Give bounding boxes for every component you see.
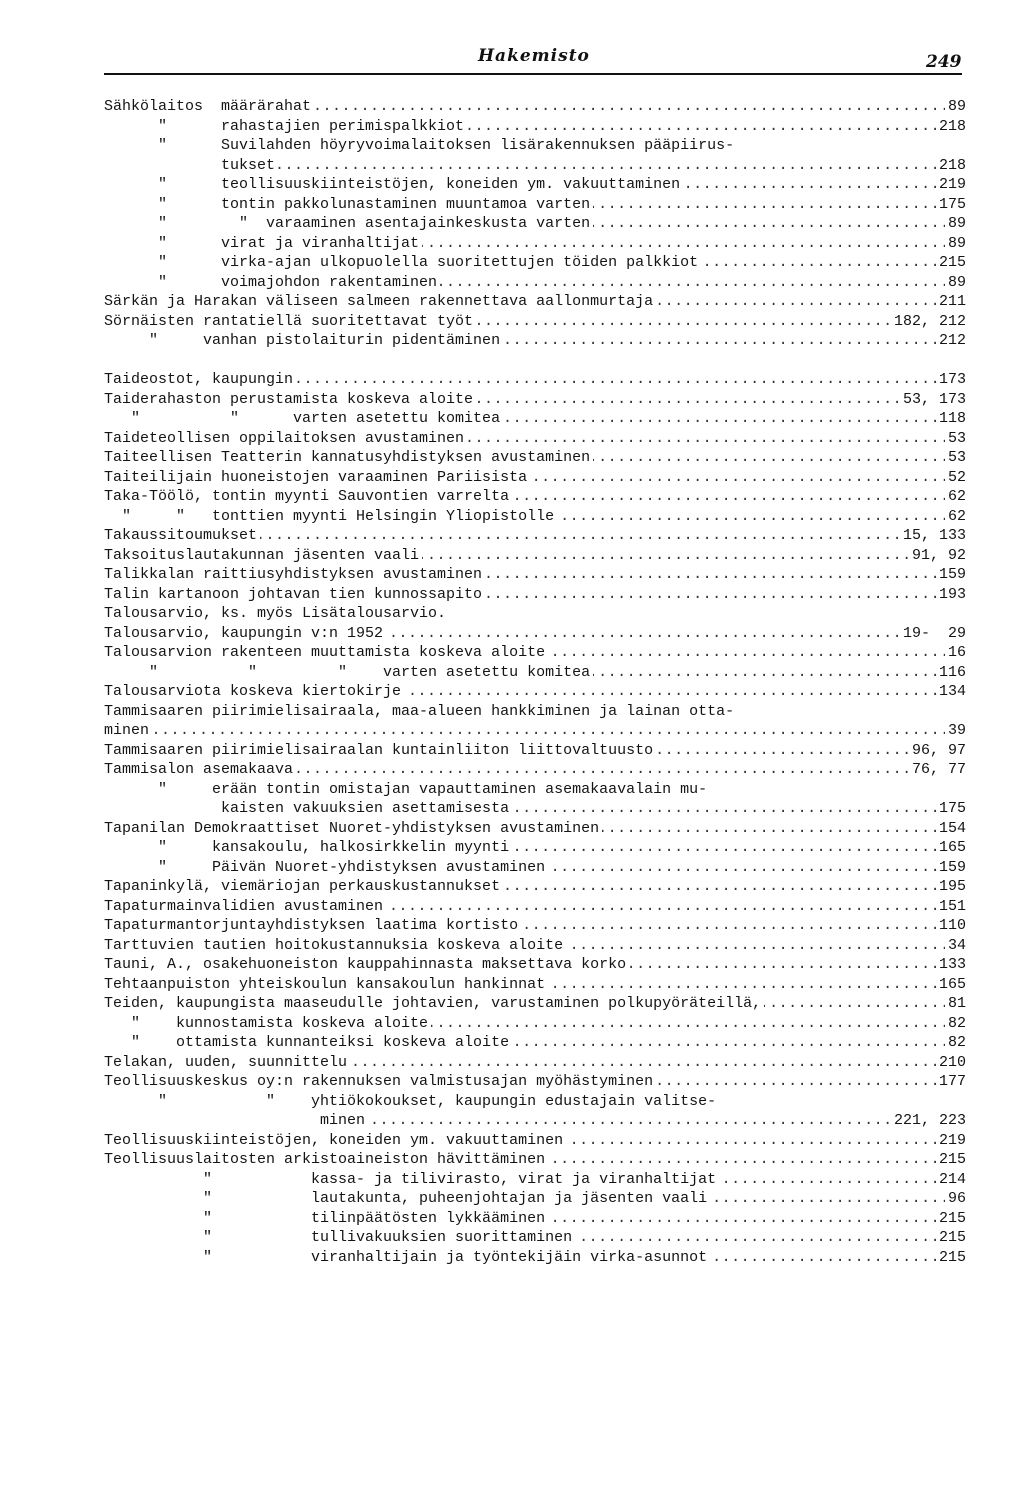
entry-page-ref: 215 xyxy=(936,253,966,273)
entry-page-ref: 215 xyxy=(936,1228,966,1248)
entry-text: " lautakunta, puheenjohtajan ja jäsenten vaali xyxy=(104,1189,710,1209)
entry-page-ref: 62 xyxy=(945,487,966,507)
entry-page-ref: 96, 97 xyxy=(909,741,966,761)
entry-text: Tauni, A., osakehuoneiston kauppahinnasta maksettava korko xyxy=(104,955,629,975)
entry-page-ref: 82 xyxy=(945,1033,966,1053)
entry-page-ref: 118 xyxy=(936,409,966,429)
running-header-title: Hakemisto xyxy=(478,46,590,66)
entry-text: " ottamista kunnanteiksi koskeva aloite xyxy=(104,1033,512,1053)
index-entry xyxy=(104,1014,966,1034)
entry-text: " kunnostamista koskeva aloite xyxy=(104,1014,431,1034)
header-rule xyxy=(104,73,962,75)
entry-page-ref: 151 xyxy=(936,897,966,917)
entry-text: minen xyxy=(104,1111,368,1131)
entry-text: " voimajohdon rakentaminen xyxy=(104,273,440,293)
entry-page-ref: 19- 29 xyxy=(900,624,966,644)
index-entry xyxy=(104,390,966,410)
entry-text: Teollisuuslaitosten arkistoaineiston hävittäminen xyxy=(104,1150,548,1170)
entry-page-ref: 110 xyxy=(936,916,966,936)
entry-text: " tilinpäätösten lykkääminen xyxy=(104,1209,548,1229)
entry-text: " " varaaminen asentajainkeskusta varten xyxy=(104,214,593,234)
entry-page-ref: 53 xyxy=(945,429,966,449)
entry-text: Tapaninkylä, viemäriojan perkauskustannukset xyxy=(104,877,503,897)
index-entry xyxy=(104,234,966,254)
entry-text: " erään tontin omistajan vapauttaminen asemakaavalain mu- xyxy=(104,780,710,800)
entry-page-ref: 34 xyxy=(945,936,966,956)
index-entry xyxy=(104,838,966,858)
index-entry xyxy=(104,331,966,351)
index-entry xyxy=(104,721,966,741)
index-entry xyxy=(104,546,966,566)
entry-text: " viranhaltijain ja työntekijäin virka-asunnot xyxy=(104,1248,710,1268)
entry-page-ref: 218 xyxy=(936,117,966,137)
entry-page-ref: 165 xyxy=(936,975,966,995)
index-entry xyxy=(104,799,966,819)
index-entry xyxy=(104,702,966,722)
entry-text: " " tonttien myynti Helsingin Yliopistolle xyxy=(104,507,557,527)
index-entry xyxy=(104,117,966,137)
entry-text: Talikkalan raittiusyhdistyksen avustaminen xyxy=(104,565,485,585)
entry-page-ref: 175 xyxy=(936,195,966,215)
index-entry xyxy=(104,682,966,702)
index-entry xyxy=(104,858,966,878)
entry-text: " tontin pakkolunastaminen muuntamoa varten xyxy=(104,195,593,215)
index-entry xyxy=(104,292,966,312)
index-entry xyxy=(104,370,966,390)
entry-text: " vanhan pistolaiturin pidentäminen xyxy=(104,331,503,351)
index-entry xyxy=(104,1228,966,1248)
entry-page-ref: 39 xyxy=(945,721,966,741)
entry-page-ref: 53, 173 xyxy=(900,390,966,410)
entry-page-ref: 219 xyxy=(936,175,966,195)
entry-page-ref: 215 xyxy=(936,1150,966,1170)
entry-text: Tapanilan Demokraattiset Nuoret-yhdistyksen avustaminen xyxy=(104,819,602,839)
entry-text: Taiteellisen Teatterin kannatusyhdistyksen avustaminen xyxy=(104,448,593,468)
entry-text: Tapaturmantorjuntayhdistyksen laatima kortisto xyxy=(104,916,521,936)
index-entry xyxy=(104,507,966,527)
entry-page-ref: 52 xyxy=(945,468,966,488)
entry-page-ref: 62 xyxy=(945,507,966,527)
entry-text: Talousarvio, ks. myös Lisätalousarvio. xyxy=(104,604,449,624)
entry-text: Talousarvion rakenteen muuttamista koskeva aloite xyxy=(104,643,548,663)
entry-page-ref: 89 xyxy=(945,234,966,254)
entry-page-ref: 91, 92 xyxy=(909,546,966,566)
index-entry xyxy=(104,643,966,663)
index-entry xyxy=(104,1092,966,1112)
entry-text: Tammisaaren piirimielisairaala, maa-alueen hankkiminen ja lainan otta- xyxy=(104,702,737,722)
entry-text: Tarttuvien tautien hoitokustannuksia koskeva aloite xyxy=(104,936,566,956)
entry-page-ref: 221, 223 xyxy=(891,1111,966,1131)
entry-text: " teollisuuskiinteistöjen, koneiden ym. vakuuttaminen xyxy=(104,175,683,195)
index-entry xyxy=(104,1150,966,1170)
entry-page-ref: 215 xyxy=(936,1248,966,1268)
entry-text: " Päivän Nuoret-yhdistyksen avustaminen xyxy=(104,858,548,878)
entry-text: Talousarvio, kaupungin v:n 1952 xyxy=(104,624,386,644)
entry-page-ref: 193 xyxy=(936,585,966,605)
entry-text: " " " varten asetettu komitea xyxy=(104,663,593,683)
index-entry xyxy=(104,877,966,897)
index-entry xyxy=(104,526,966,546)
index-entry xyxy=(104,1209,966,1229)
entry-page-ref: 53 xyxy=(945,448,966,468)
index-entry xyxy=(104,468,966,488)
entry-text: Tehtaanpuiston yhteiskoulun kansakoulun hankinnat xyxy=(104,975,548,995)
index-entry xyxy=(104,624,966,644)
entry-page-ref: 16 xyxy=(945,643,966,663)
index-entry xyxy=(104,565,966,585)
index-entry xyxy=(104,604,966,624)
entry-text: " Suvilahden höyryvoimalaitoksen lisärakennuksen pääpiirus- xyxy=(104,136,737,156)
entry-text: " rahastajien perimispalkkiot xyxy=(104,117,467,137)
entry-page-ref: 154 xyxy=(936,819,966,839)
entry-text: Teollisuuskiinteistöjen, koneiden ym. vakuuttaminen xyxy=(104,1131,566,1151)
entry-page-ref: 159 xyxy=(936,858,966,878)
entry-text: Taka-Töölö, tontin myynti Sauvontien varrelta xyxy=(104,487,512,507)
entry-text: Taideostot, kaupungin xyxy=(104,370,296,390)
index-entry xyxy=(104,351,966,371)
entry-page-ref: 195 xyxy=(936,877,966,897)
entry-text: Teiden, kaupungista maaseudulle johtavien, varustaminen polkupyöräteillä, xyxy=(104,994,764,1014)
entry-text: Taiderahaston perustamista koskeva aloite xyxy=(104,390,476,410)
index-entry xyxy=(104,1248,966,1268)
page-number: 249 xyxy=(926,52,962,72)
index-entry xyxy=(104,175,966,195)
entry-page-ref: 218 xyxy=(936,156,966,176)
entry-page-ref: 165 xyxy=(936,838,966,858)
index-entry xyxy=(104,955,966,975)
index-entry xyxy=(104,1189,966,1209)
entry-text: Takaussitoumukset xyxy=(104,526,260,546)
entry-page-ref: 219 xyxy=(936,1131,966,1151)
entry-text: Telakan, uuden, suunnittelu xyxy=(104,1053,350,1073)
entry-page-ref: 89 xyxy=(945,97,966,117)
leader-dots xyxy=(104,721,966,741)
entry-text: Taksoituslautakunnan jäsenten vaali xyxy=(104,546,422,566)
index-entry xyxy=(104,760,966,780)
entry-text: Sähkölaitos määrärahat xyxy=(104,97,314,117)
entry-page-ref: 159 xyxy=(936,565,966,585)
entry-page-ref: 81 xyxy=(945,994,966,1014)
entry-page-ref: 82 xyxy=(945,1014,966,1034)
entry-page-ref: 182, 212 xyxy=(891,312,966,332)
entry-page-ref: 134 xyxy=(936,682,966,702)
entry-text: " " yhtiökokoukset, kaupungin edustajain valitse- xyxy=(104,1092,719,1112)
entry-text: " virka-ajan ulkopuolella suoritettujen töiden palkkiot xyxy=(104,253,701,273)
index-entry xyxy=(104,1131,966,1151)
entry-text: " " varten asetettu komitea xyxy=(104,409,503,429)
index-entry xyxy=(104,975,966,995)
index-entry xyxy=(104,1170,966,1190)
entry-text: Tapaturmainvalidien avustaminen xyxy=(104,897,386,917)
entry-page-ref: 212 xyxy=(936,331,966,351)
entry-text: Sörnäisten rantatiellä suoritettavat työt xyxy=(104,312,476,332)
entry-page-ref: 133 xyxy=(936,955,966,975)
entry-text: Taiteilijain huoneistojen varaaminen Pariisista xyxy=(104,468,530,488)
entry-page-ref: 89 xyxy=(945,214,966,234)
index-entry xyxy=(104,1053,966,1073)
entry-page-ref: 96 xyxy=(945,1189,966,1209)
entry-page-ref: 173 xyxy=(936,370,966,390)
entry-page-ref: 177 xyxy=(936,1072,966,1092)
index-entry xyxy=(104,819,966,839)
index-entry xyxy=(104,663,966,683)
index-entry xyxy=(104,253,966,273)
entry-page-ref: 214 xyxy=(936,1170,966,1190)
index-entry xyxy=(104,936,966,956)
entry-text: " kansakoulu, halkosirkkelin myynti xyxy=(104,838,512,858)
index-entry xyxy=(104,312,966,332)
index-entry xyxy=(104,97,966,117)
index-entry xyxy=(104,136,966,156)
entry-text: Tammisalon asemakaava xyxy=(104,760,296,780)
entry-text: Talousarviota koskeva kiertokirje xyxy=(104,682,404,702)
entry-text: kaisten vakuuksien asettamisesta xyxy=(104,799,512,819)
entry-page-ref: 211 xyxy=(936,292,966,312)
index-entry xyxy=(104,916,966,936)
entry-page-ref: 89 xyxy=(945,273,966,293)
entry-text: " kassa- ja tilivirasto, virat ja viranhaltijat xyxy=(104,1170,719,1190)
index-entry xyxy=(104,1111,966,1131)
index-entry xyxy=(104,156,966,176)
entry-text: " tullivakuuksien suorittaminen xyxy=(104,1228,575,1248)
index-entry xyxy=(104,897,966,917)
index-entry xyxy=(104,780,966,800)
index-entry xyxy=(104,409,966,429)
index-entry xyxy=(104,429,966,449)
entry-page-ref: 15, 133 xyxy=(900,526,966,546)
index-entry xyxy=(104,585,966,605)
index-entry xyxy=(104,448,966,468)
entry-text: " virat ja viranhaltijat xyxy=(104,234,422,254)
entry-text: Taideteollisen oppilaitoksen avustaminen xyxy=(104,429,467,449)
entry-page-ref: 116 xyxy=(936,663,966,683)
entry-page-ref: 210 xyxy=(936,1053,966,1073)
entry-text: tukset xyxy=(104,156,278,176)
entry-text: Tammisaaren piirimielisairaalan kuntainliiton liittovaltuusto xyxy=(104,741,656,761)
entry-page-ref: 76, 77 xyxy=(909,760,966,780)
entry-page-ref: 215 xyxy=(936,1209,966,1229)
entry-text: Teollisuuskeskus oy:n rakennuksen valmistusajan myöhästyminen xyxy=(104,1072,656,1092)
entry-text: Särkän ja Harakan väliseen salmeen rakennettava aallonmurtaja xyxy=(104,292,656,312)
index-entry xyxy=(104,195,966,215)
index-entry xyxy=(104,741,966,761)
index-entry xyxy=(104,1072,966,1092)
entry-page-ref: 175 xyxy=(936,799,966,819)
index-entry xyxy=(104,487,966,507)
entry-text: minen xyxy=(104,721,152,741)
entry-text: Talin kartanoon johtavan tien kunnossapito xyxy=(104,585,485,605)
index-entry xyxy=(104,214,966,234)
index-entry xyxy=(104,273,966,293)
index-entry xyxy=(104,1033,966,1053)
index-entry xyxy=(104,994,966,1014)
